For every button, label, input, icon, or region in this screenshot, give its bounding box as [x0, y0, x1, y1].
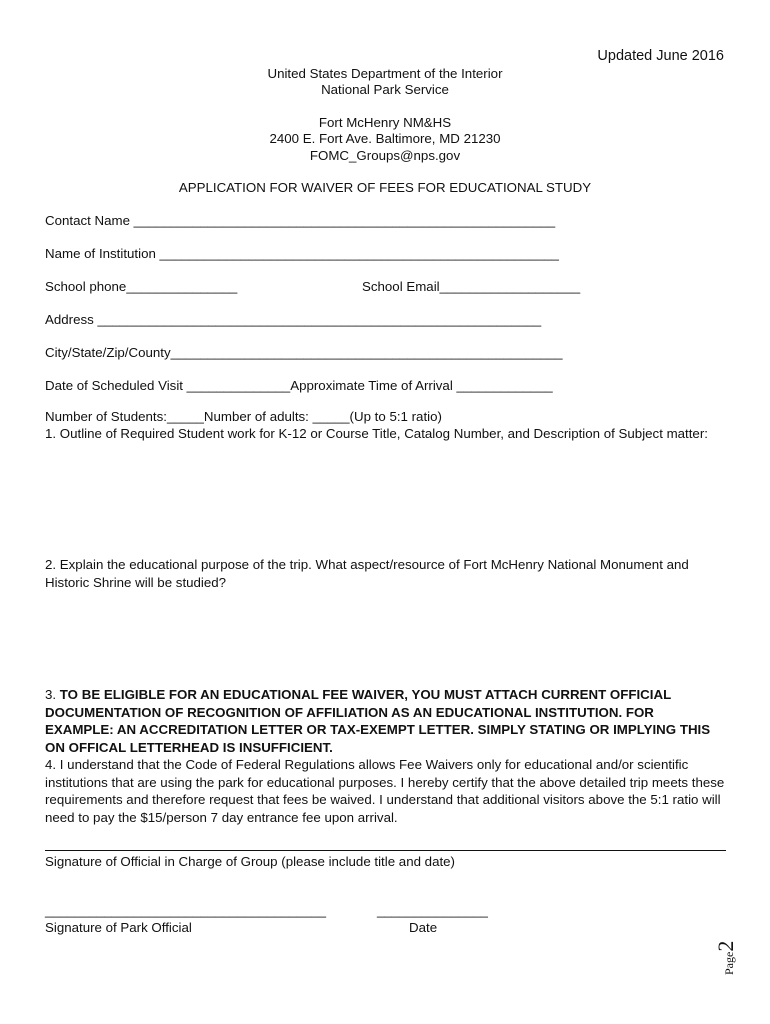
institution-field[interactable]: Name of Institution ______________________________________________________: [45, 246, 559, 261]
site-name: Fort McHenry NM&HS: [318, 115, 452, 130]
date-line[interactable]: _______________: [377, 903, 488, 918]
official-signature-label: Signature of Official in Charge of Group (please include title and date): [45, 854, 455, 869]
question-2: 2. Explain the educational purpose of the trip. What aspect/resource of Fort McHenry National Monument and Historic Shrine will be studied?: [45, 557, 689, 590]
page-word: Page: [722, 951, 736, 975]
question-3-text: TO BE ELIGIBLE FOR AN EDUCATIONAL FEE WAIVER, YOU MUST ATTACH CURRENT OFFICIAL DOCUMENTATION OF RECOGNITION OF AFFILIATION AS AN EDUCATIONAL INSTITUTION. FOR EXAMPLE: AN ACCREDITATION LETTER OR TAX-EXEMPT LETTER. SIMPLY STATING OR IMPLYING THIS ON OFFICAL LETTERHEAD IS INSUFFICIENT.: [45, 687, 711, 755]
page-number: 2: [713, 940, 738, 952]
agency-subname: National Park Service: [321, 82, 449, 97]
updated-date: Updated June 2016: [597, 48, 724, 64]
site-email: FOMC_Groups@nps.gov: [309, 148, 461, 163]
park-signature-line[interactable]: ______________________________________: [45, 903, 327, 918]
agency-name: United States Department of the Interior: [267, 66, 503, 81]
question-3-number: 3.: [45, 687, 60, 702]
official-signature-line[interactable]: [45, 850, 726, 851]
date-label: Date: [409, 920, 438, 935]
students-field[interactable]: Number of Students:_____Number of adults: _____(Up to 5:1 ratio): [45, 409, 442, 424]
contact-name-field[interactable]: Contact Name _________________________________________________________: [45, 213, 556, 228]
question-1: 1. Outline of Required Student work for K-12 or Course Title, Catalog Number, and Description of Subject matter:: [45, 426, 708, 441]
visit-date-field[interactable]: Date of Scheduled Visit ______________Approximate Time of Arrival _____________: [45, 378, 553, 393]
school-email-field[interactable]: School Email___________________: [362, 279, 581, 294]
form-title: APPLICATION FOR WAIVER OF FEES FOR EDUCATIONAL STUDY: [178, 180, 592, 195]
park-signature-label: Signature of Park Official: [45, 920, 192, 935]
school-phone-field[interactable]: School phone_______________: [45, 279, 238, 294]
city-state-field[interactable]: City/State/Zip/County_____________________________________________________: [45, 345, 563, 360]
address-field[interactable]: Address ____________________________________________________________: [45, 312, 542, 327]
question-4: 4. I understand that the Code of Federal Regulations allows Fee Waivers only for educational and/or scientific institutions that are using the park for educational purposes. I hereby certify that the above detailed trip meets these requirements and therefore request that fees be waived. I understand that additional visitors above the 5:1 ratio will need to pay the $15/person 7 day entrance fee upon arrival.: [45, 757, 725, 825]
page-number-marker: [713, 925, 738, 975]
site-address: 2400 E. Fort Ave. Baltimore, MD 21230: [269, 131, 501, 146]
question-3: [45, 686, 725, 756]
